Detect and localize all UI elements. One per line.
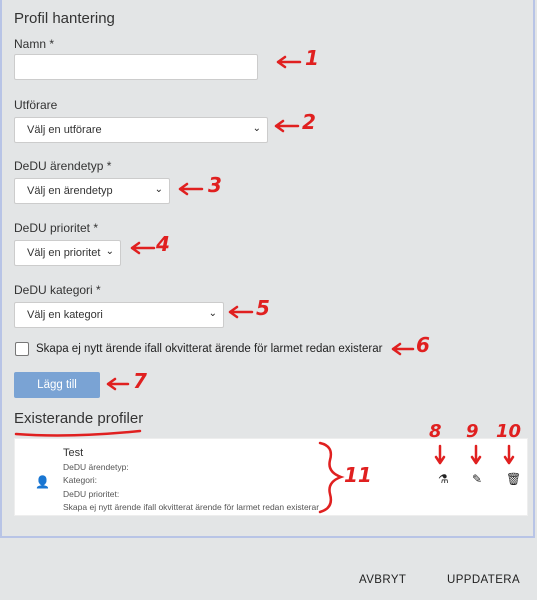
annotation-arrow-6 bbox=[393, 344, 413, 354]
edit-icon[interactable]: ✎ bbox=[472, 472, 483, 486]
annotation-7: 7 bbox=[133, 369, 147, 393]
priority-label: DeDU prioritet * bbox=[14, 221, 99, 235]
annotation-4: 4 bbox=[156, 232, 170, 256]
annotation-8: 8 bbox=[429, 421, 442, 442]
annotation-6: 6 bbox=[416, 333, 430, 357]
name-label: Namn * bbox=[14, 37, 55, 51]
profile-type-line: DeDU ärendetyp: bbox=[63, 462, 129, 472]
existing-profiles-title: Existerande profiler bbox=[14, 410, 144, 427]
page-title: Profil hantering bbox=[14, 10, 115, 27]
type-select-value: Välj en ärendetyp bbox=[27, 185, 113, 197]
add-button[interactable]: Lägg till bbox=[14, 372, 100, 398]
chevron-down-icon: ⌄ bbox=[105, 246, 114, 257]
category-select-value: Välj en kategori bbox=[27, 309, 103, 321]
type-label: DeDU ärendetyp * bbox=[14, 159, 112, 173]
profile-name: Test bbox=[63, 447, 84, 459]
annotation-arrow-4 bbox=[132, 243, 154, 253]
no-duplicate-checkbox-label[interactable]: Skapa ej nytt ärende ifall okvitterat ärende för larmet redan existerar bbox=[36, 343, 383, 355]
chevron-down-icon: ⌄ bbox=[252, 123, 261, 134]
priority-select-value: Välj en prioritet bbox=[27, 247, 101, 259]
chevron-down-icon: ⌄ bbox=[208, 308, 217, 319]
cancel-button[interactable]: AVBRYT bbox=[359, 574, 407, 586]
annotation-9: 9 bbox=[466, 421, 479, 442]
annotation-arrow-10 bbox=[505, 446, 513, 463]
category-label: DeDU kategori * bbox=[14, 283, 101, 297]
profile-category-line: Kategori: bbox=[63, 475, 98, 485]
annotation-arrow-3 bbox=[180, 184, 202, 194]
annotation-3: 3 bbox=[208, 173, 222, 197]
annotation-arrow-2 bbox=[276, 121, 298, 131]
annotation-11: 11 bbox=[344, 463, 372, 487]
annotation-5: 5 bbox=[256, 296, 270, 320]
annotation-10: 10 bbox=[496, 421, 522, 442]
annotation-arrow-9 bbox=[472, 446, 480, 463]
annotation-arrow-8 bbox=[436, 446, 444, 463]
annotation-arrow-7 bbox=[108, 379, 128, 389]
annotation-1: 1 bbox=[305, 46, 319, 70]
profile-option-line: Skapa ej nytt ärende ifall okvitterat ärende för larmet redan existerar bbox=[63, 502, 320, 512]
person-icon: 👤 bbox=[35, 475, 50, 489]
flask-icon[interactable]: ⚗ bbox=[438, 472, 449, 486]
chevron-down-icon: ⌄ bbox=[154, 184, 163, 195]
annotation-underline bbox=[16, 431, 140, 435]
profile-priority-line: DeDU prioritet: bbox=[63, 489, 120, 499]
trash-icon[interactable]: 🗑 bbox=[506, 472, 522, 486]
annotation-brace bbox=[320, 443, 341, 512]
update-button[interactable]: UPPDATERA bbox=[447, 574, 521, 586]
performer-select-value: Välj en utförare bbox=[27, 124, 102, 136]
performer-label: Utförare bbox=[14, 98, 58, 112]
annotation-2: 2 bbox=[302, 110, 316, 134]
annotation-arrow-1 bbox=[278, 57, 300, 67]
annotation-arrow-5 bbox=[230, 307, 252, 317]
